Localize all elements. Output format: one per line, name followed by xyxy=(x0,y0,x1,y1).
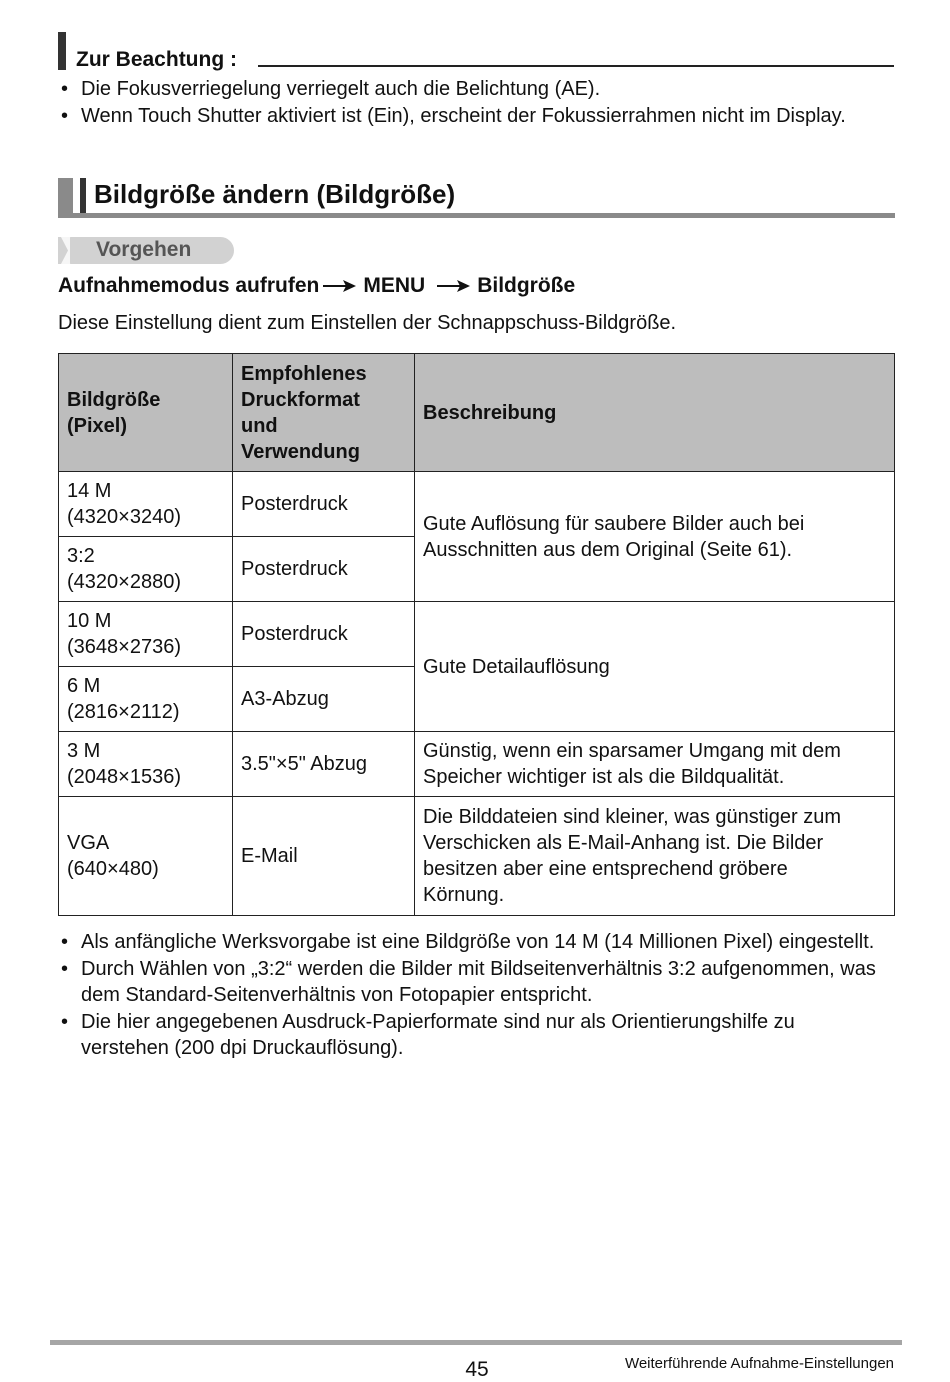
header-description: Beschreibung xyxy=(415,354,895,472)
note-rule xyxy=(258,65,894,67)
menu-path xyxy=(58,274,575,298)
procedure-label: Vorgehen xyxy=(96,238,192,261)
section-marker-light xyxy=(58,178,73,216)
usage-cell: A3-Abzug xyxy=(233,667,415,732)
size-cell: 3 M (2048×1536) xyxy=(59,732,233,797)
usage-cell: 3.5"×5" Abzug xyxy=(233,732,415,797)
description-cell: Günstig, wenn ein sparsamer Umgang mit dem Speicher wichtiger ist als die Bildqualität. xyxy=(415,732,895,797)
usage-cell: Posterdruck xyxy=(233,602,415,667)
footnote-item: • Als anfängliche Werksvorgabe ist eine Bildgröße von 14 M (14 Millionen Pixel) eingestellt. xyxy=(58,929,886,956)
size-cell: 3:2 (4320×2880) xyxy=(59,537,233,602)
footnote-item: • Die hier angegebenen Ausdruck-Papierformate sind nur als Orientierungshilfe zu verstehen (200 dpi Druckauflösung). xyxy=(58,1009,886,1062)
arrow-right-icon xyxy=(321,279,357,293)
table-row xyxy=(59,602,895,667)
footer-rule xyxy=(50,1340,902,1345)
note-list xyxy=(58,76,878,130)
usage-cell: Posterdruck xyxy=(233,537,415,602)
section-title: Bildgröße ändern (Bildgröße) xyxy=(94,179,456,209)
header-usage: Empfohlenes Druckformat und Verwendung xyxy=(233,354,415,472)
size-cell: VGA (640×480) xyxy=(59,797,233,916)
usage-cell: Posterdruck xyxy=(233,472,415,537)
menu-path-step: Bildgröße xyxy=(477,274,576,297)
table-row xyxy=(59,472,895,537)
arrow-right-icon xyxy=(435,279,471,293)
note-marker-bar xyxy=(58,32,66,70)
description-cell: Die Bilddateien sind kleiner, was günstiger zum Verschicken als E-Mail-Anhang ist. Die Bilder besitzen aber eine entsprechend gröbere Körnung. xyxy=(415,797,895,916)
footnote-item: • Durch Wählen von „3:2“ werden die Bilder mit Bildseitenverhältnis 3:2 aufgenommen, was dem Standard-Seitenverhältnis von Fotopapier entspricht. xyxy=(58,956,886,1009)
note-item: • Die Fokusverriegelung verriegelt auch die Belichtung (AE). xyxy=(58,76,878,103)
page-number: 45 xyxy=(465,1358,489,1381)
size-cell: 10 M (3648×2736) xyxy=(59,602,233,667)
table-row xyxy=(59,732,895,797)
note-item: • Wenn Touch Shutter aktiviert ist (Ein), erscheint der Fokussierrahmen nicht im Display. xyxy=(58,103,878,130)
description-cell: Gute Auflösung für saubere Bilder auch bei Ausschnitten aus dem Original (Seite 61). xyxy=(415,472,895,602)
description-cell: Gute Detailauflösung xyxy=(415,602,895,732)
table-header-row xyxy=(59,354,895,472)
menu-path-step: Aufnahmemodus aufrufen xyxy=(58,274,320,297)
menu-path-step: MENU xyxy=(363,274,426,297)
procedure-pill-marker xyxy=(58,237,70,264)
header-size: Bildgröße (Pixel) xyxy=(59,354,233,472)
footnote-list xyxy=(58,929,886,1062)
section-marker-dark xyxy=(80,178,86,216)
usage-cell: E-Mail xyxy=(233,797,415,916)
size-cell: 6 M (2816×2112) xyxy=(59,667,233,732)
intro-text: Diese Einstellung dient zum Einstellen der Schnappschuss-Bildgröße. xyxy=(58,312,677,334)
chapter-title: Weiterführende Aufnahme-Einstellungen xyxy=(624,1355,894,1372)
table-row xyxy=(59,797,895,916)
note-title: Zur Beachtung : xyxy=(76,48,237,71)
section-rule xyxy=(58,213,895,218)
image-size-table xyxy=(58,353,895,916)
size-cell: 14 M (4320×3240) xyxy=(59,472,233,537)
